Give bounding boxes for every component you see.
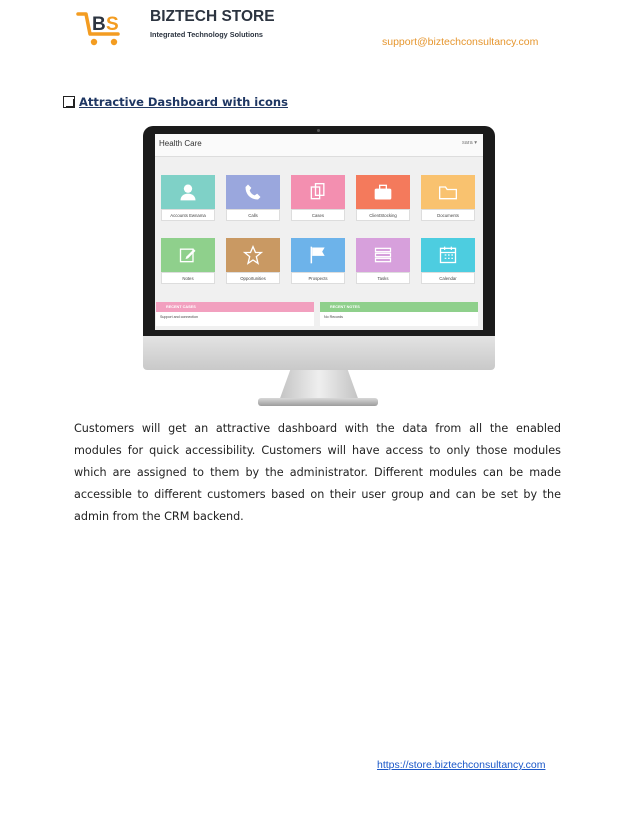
user-icon (161, 175, 215, 209)
module-tile-label: Notes (161, 272, 215, 284)
recent-panel-header: RECENT NOTES (320, 302, 478, 312)
module-tile[interactable] (161, 238, 215, 284)
module-tile[interactable] (421, 238, 475, 284)
module-tile-label: Cases (291, 209, 345, 221)
edit-icon (161, 238, 215, 272)
module-tile-label: ClientStocking (356, 209, 410, 221)
module-tile-label: Tasks (356, 272, 410, 284)
app-header (155, 134, 483, 157)
module-tile[interactable] (291, 175, 345, 221)
module-tile[interactable] (356, 238, 410, 284)
module-tile[interactable] (161, 175, 215, 221)
section-heading (63, 95, 288, 109)
camera-dot (317, 129, 320, 132)
monitor-stand-base (258, 398, 378, 406)
documents-icon (291, 175, 345, 209)
phone-icon (226, 175, 280, 209)
module-tile-label: Calendar (421, 272, 475, 284)
flag-icon (291, 238, 345, 272)
module-tile-label: Documents (421, 209, 475, 221)
recent-panel-row: Support and connection (156, 312, 314, 326)
logo-mark-icon (76, 8, 146, 48)
dashboard-screen (155, 134, 483, 330)
monitor-stand-neck (274, 370, 364, 400)
module-tile[interactable] (356, 175, 410, 221)
recent-panel-header: RECENT CASES (156, 302, 314, 312)
module-tile[interactable] (226, 175, 280, 221)
store-url-link[interactable]: https://store.biztechconsultancy.com (377, 759, 546, 771)
svg-text:B: B (92, 14, 106, 35)
brand-logo (76, 6, 276, 50)
module-tile-label: Prospects (291, 272, 345, 284)
app-title: Health Care (159, 139, 202, 148)
module-tile[interactable] (226, 238, 280, 284)
list-icon (356, 238, 410, 272)
star-icon (226, 238, 280, 272)
calendar-icon (421, 238, 475, 272)
monitor-chin (143, 336, 495, 370)
brand-name: BIZTECH STORE (150, 8, 275, 25)
section-heading-text: Attractive Dashboard with icons (79, 95, 288, 109)
svg-text:S: S (106, 14, 119, 35)
folder-icon (421, 175, 475, 209)
module-tile[interactable] (421, 175, 475, 221)
brand-tagline: Integrated Technology Solutions (150, 30, 263, 39)
support-email-link[interactable]: support@biztechconsultancy.com (382, 36, 539, 48)
checkbox-icon (63, 96, 75, 108)
monitor-screenshot (143, 126, 495, 370)
module-tile-label: Opportunities (226, 272, 280, 284)
description-paragraph: Customers will get an attractive dashboard with the data from all the enabled modules for quick accessibility. Customers will have access to only those modules which are assigned to them by the administrator. Different modules can be made accessible to different customers based on their user group and can be set by the admin from the CRM backend. (74, 422, 561, 523)
monitor-bezel (143, 126, 495, 336)
user-menu: sara ▾ (462, 140, 477, 146)
module-tile[interactable] (291, 238, 345, 284)
briefcase-icon (356, 175, 410, 209)
module-tile-label: Calls (226, 209, 280, 221)
recent-panel-row: No Records (320, 312, 478, 326)
module-tile-label: Accounts Ewnama (161, 209, 215, 221)
